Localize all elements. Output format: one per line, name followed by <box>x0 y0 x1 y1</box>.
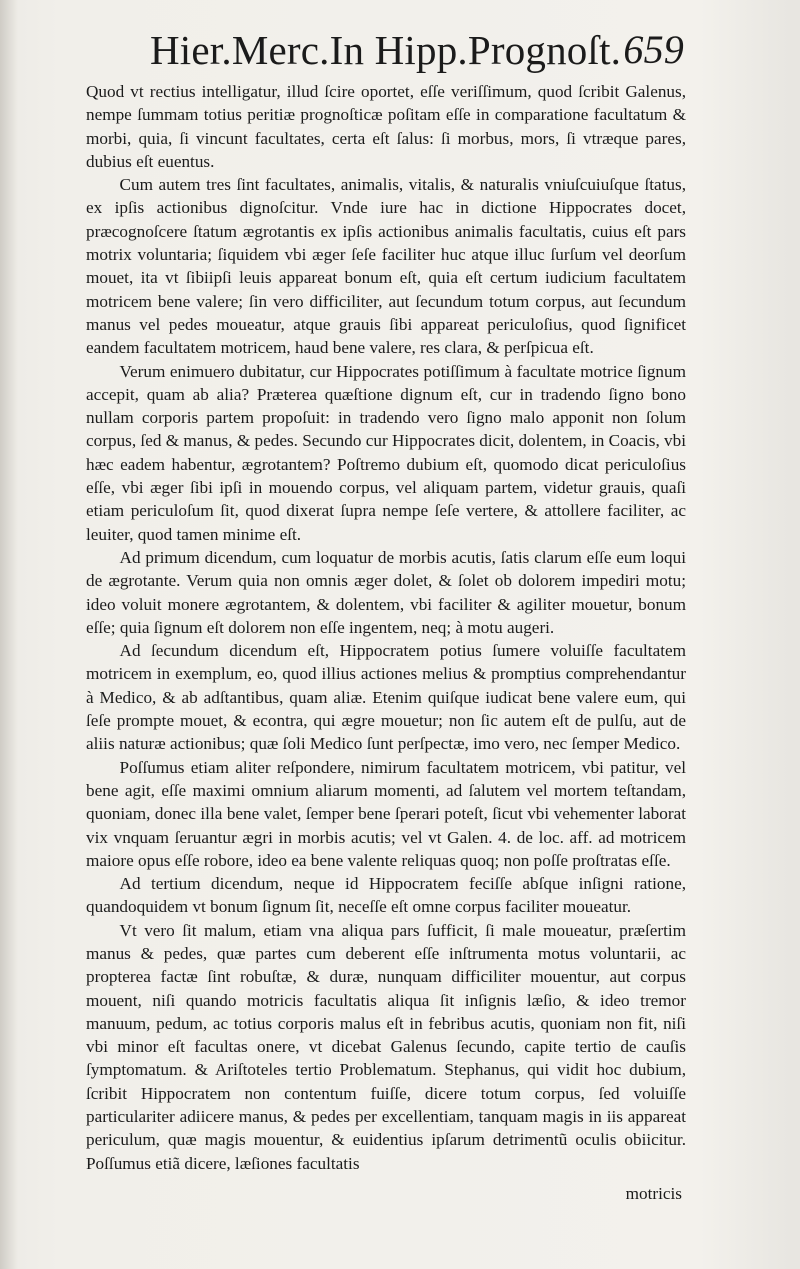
paragraph: Verum enimuero dubitatur, cur Hippocrates potiſſimum à facultate motrice ſignum accepit, quam ab alia? Præterea quæſtione dignum eſt, cur in tradendo ſigno bono nullam corporis partem propoſuit: in tradendo vero ſigno malo apponit non ſolum corpus, ſed & manus, & pedes. Secundo cur Hippocrates dicit, dolentem, in Coacis, vbi hæc eadem habentur, ægrotantem? Poſtremo dubium eſt, quomodo dicat periculoſius eſſe, vbi æger ſibi ipſi in mouendo corpus, vel aliquam partem, videtur grauis, quaſi etiam periculoſum ſit, quod dixerat ſupra nempe ſeſe vertere, & attollere faciliter, ac leuiter, quod tamen minime eſt. <box>86 361 687 544</box>
page-header <box>150 20 690 80</box>
paragraph: Poſſumus etiam aliter reſpondere, nimirum facultatem motricem, vbi patitur, vel bene agit, eſſe maximi omnium aliarum momenti, ad ſalutem vel mortem teſtandam, quoniam, donec illa bene valet, ſemper bene ſperari poteſt, ſicut vbi vehementer laborat vix vnquam ſeruantur ægri in morbis acutis; vel vt Galen. 4. de loc. aff. ad motricem maiore opus eſſe robore, ideo ea bene valente reliquas quoq; non poſſe proſtratas eſſe. <box>86 757 686 870</box>
paragraph: Ad primum dicendum, cum loquatur de morbis acutis, ſatis clarum eſſe eum loqui de ægrotante. Verum quia non omnis æger dolet, & ſolet ob dolorem impediri motu; ideo voluit monere ægrotantem, & dolentem, vbi faciliter & agiliter mouetur, bonum eſſe; quia ſignum eſt dolorem non eſſe ingentem, neq; à motu augeri. <box>86 547 686 637</box>
paragraph: Cum autem tres ſint facultates, animalis, vitalis, & naturalis vniuſcuiuſque ſtatus, ex ipſis actionibus dignoſcitur. Vnde iure hac in dictione Hippocrates docet, præcognoſcere ſtatum ægrotantis ex ipſis actionibus animalis facultatis, cuius eſt pars motrix voluntaria; ſiquidem vbi æger ſeſe faciliter huc atque illuc ſurſum vel deorſum mouet, ita vt ſibiipſi leuis appareat bonum eſt, quia eſt certum iudicium facultatem motricem bene valere; ſin vero difficiliter, aut ſecundum totum corpus, aut ſecundum manus vel pedes moueatur, atque grauis ſibi appareat periculoſius, quod ſignificet eandem facultatem motricem, haud bene valere, res clara, & perſpicua eſt. <box>86 175 686 358</box>
page-number: 659 <box>623 27 684 72</box>
catchword: motricis <box>625 1184 682 1203</box>
paragraph: Quod vt rectius intelligatur, illud ſcire oportet, eſſe veriſſimum, quod ſcribit Galenus, nempe ſummam totius peritiæ prognoſticæ poſitam eſſe in comparatione facultatum & morbi, quia, ſi vincunt facultates, certa eſt ſalus: ſi morbus, mors, ſi vtræque pares, dubius eſt euentus. <box>86 82 686 171</box>
paragraph: Vt vero ſit malum, etiam vna aliqua pars ſufficit, ſi male moueatur, præſertim manus & pedes, quæ partes cum deberent eſſe inſtrumenta motus voluntarii, ac propterea factæ ſint robuſtæ, & duræ, nunquam difficiliter mouentur, aut corpus mouent, niſi quando motricis facultatis aliqua ſit inſignis læſio, & ideo tremor manuum, pedum, ac totius corporis malus eſt in febribus acutis, quoniam non fit, niſi vbi minor eſt facultas onere, vt dicebat Galenus ſecundo, capite tertio de cauſis ſymptomatum. & Ariſtoteles tertio Problematum. Stephanus, qui vidit hoc dubium, ſcribit Hippocratem non contentum fuiſſe, dicere totum corpus, ſed voluiſſe particulariter adiicere manus, & pedes per excellentiam, tanquam magis in iis appareat periculum, quæ magis mouentur, & euidentius ipſarum detrimentũ oculis obiicitur. Poſſumus etiã dicere, læſiones facultatis <box>86 920 686 1173</box>
running-title: Hier.Merc.In Hipp.Prognoſt. <box>150 27 622 73</box>
paragraph: Ad tertium dicendum, neque id Hippocratem feciſſe abſque inſigni ratione, quandoquidem vt bonum ſignum ſit, neceſſe eſt omne corpus faciliter moueatur. <box>86 874 686 917</box>
body-text <box>86 80 686 1175</box>
paragraph: Ad ſecundum dicendum eſt, Hippocratem potius ſumere voluiſſe facultatem motricem in exemplum, eo, quod illius actiones melius & promptius comprehendantur à Medico, & ab adſtantibus, quam aliæ. Etenim quiſque iudicat bene valere eum, qui ſeſe prompte mouet, & econtra, qui ægre mouetur; non ſic autem eſt de pulſu, aut de aliis naturæ actionibus; quæ ſoli Medico ſunt perſpectæ, imo vero, nec ſemper Medico. <box>86 641 686 754</box>
